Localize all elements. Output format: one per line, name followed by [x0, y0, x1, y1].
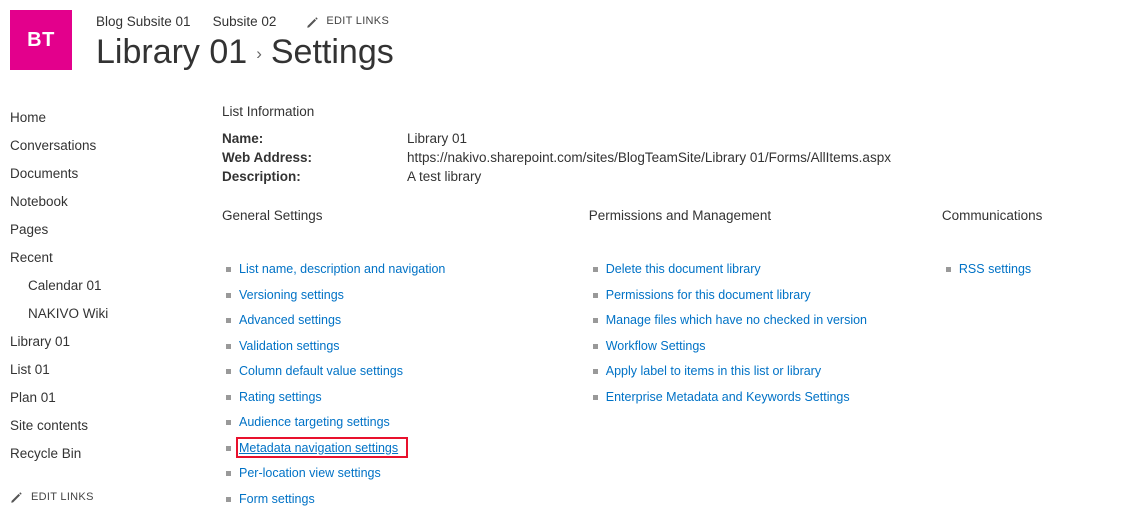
info-value-name: Library 01 [407, 131, 468, 146]
list-item [589, 338, 942, 355]
list-item [222, 491, 589, 508]
bullet-icon [593, 318, 598, 323]
info-label-description: Description: [222, 169, 301, 184]
list-item [589, 312, 942, 329]
bullet-icon [593, 293, 598, 298]
sidebar-item-plan-01[interactable]: Plan 01 [10, 390, 56, 405]
edit-links-bottom-label: EDIT LINKS [31, 490, 94, 503]
page-title-current: Settings [270, 33, 394, 71]
link-workflow-settings[interactable]: Workflow Settings [605, 338, 706, 353]
edit-links-top-label: EDIT LINKS [326, 15, 390, 27]
link-apply-label-to-items[interactable]: Apply label to items in this list or library [605, 364, 822, 378]
sidebar-item-notebook[interactable]: Notebook [10, 194, 68, 209]
left-navigation [0, 104, 200, 468]
info-label-name: Name: [222, 131, 264, 146]
info-value-web-address: https://nakivo.sharepoint.com/sites/BlogTeamSite/Library 01/Forms/AllItems.aspx [407, 150, 891, 165]
sidebar-item-home[interactable]: Home [10, 110, 47, 125]
sidebar-item-documents[interactable]: Documents [10, 166, 79, 181]
link-enterprise-metadata-and-keywords-settings[interactable]: Enterprise Metadata and Keywords Settings [605, 389, 850, 404]
page-title [96, 33, 394, 72]
top-nav-link-blog-subsite-01[interactable]: Blog Subsite 01 [96, 13, 191, 29]
link-delete-this-document-library[interactable]: Delete this document library [605, 262, 761, 276]
list-item [222, 261, 589, 278]
list-item [942, 261, 1123, 278]
permissions-management-links [589, 261, 942, 406]
pencil-icon [306, 16, 319, 29]
communications-links [942, 261, 1123, 278]
info-label-web-address: Web Address: [222, 150, 313, 165]
list-information-table [222, 129, 891, 186]
link-rss-settings[interactable]: RSS settings [958, 262, 1032, 276]
bullet-icon [593, 267, 598, 272]
list-information-heading: List Information [222, 104, 315, 119]
table-row [222, 129, 891, 148]
link-column-default-value-settings[interactable]: Column default value settings [239, 364, 403, 378]
bullet-icon [226, 446, 231, 451]
link-permissions-for-this-document-library[interactable]: Permissions for this document library [605, 287, 811, 302]
top-navigation [96, 10, 389, 32]
general-settings-title: General Settings [222, 208, 323, 223]
bullet-icon [226, 497, 231, 502]
link-validation-settings[interactable]: Validation settings [239, 338, 340, 353]
sidebar-item-conversations[interactable]: Conversations [10, 138, 97, 153]
bullet-icon [226, 471, 231, 476]
edit-links-bottom-button[interactable] [10, 490, 94, 503]
list-item [222, 338, 589, 355]
permissions-management-title: Permissions and Management [588, 208, 772, 223]
list-item [589, 363, 942, 380]
communications-column [942, 208, 1123, 508]
bullet-icon [946, 267, 951, 272]
link-audience-targeting-settings[interactable]: Audience targeting settings [239, 415, 390, 429]
page-title-parent[interactable]: Library 01 [96, 33, 248, 71]
bullet-icon [226, 267, 231, 272]
list-item [589, 261, 942, 278]
settings-columns [222, 208, 1123, 508]
site-logo[interactable] [10, 10, 72, 70]
link-versioning-settings[interactable]: Versioning settings [239, 287, 344, 302]
list-item [222, 414, 589, 431]
site-logo-text: BT [27, 28, 55, 51]
list-item [222, 363, 589, 380]
table-row [222, 167, 891, 186]
table-row [222, 148, 891, 167]
list-item [222, 389, 589, 406]
permissions-management-column [589, 208, 942, 508]
link-form-settings[interactable]: Form settings [239, 491, 315, 506]
list-item [222, 312, 589, 329]
bullet-icon [226, 344, 231, 349]
bullet-icon [226, 395, 231, 400]
link-per-location-view-settings[interactable]: Per-location view settings [239, 466, 381, 480]
bullet-icon [593, 395, 598, 400]
link-rating-settings[interactable]: Rating settings [239, 389, 322, 404]
sidebar-item-nakivo-wiki[interactable]: NAKIVO Wiki [28, 306, 109, 321]
breadcrumb-separator-icon: › [256, 44, 262, 63]
link-advanced-settings[interactable]: Advanced settings [239, 313, 342, 327]
list-item [222, 287, 589, 304]
top-nav-link-subsite-02[interactable]: Subsite 02 [212, 13, 277, 29]
pencil-icon [10, 491, 23, 504]
info-value-description: A test library [407, 169, 482, 184]
sidebar-item-list-01[interactable]: List 01 [10, 362, 50, 377]
sidebar-item-library-01[interactable]: Library 01 [10, 334, 71, 349]
general-settings-links [222, 261, 589, 508]
bullet-icon [226, 318, 231, 323]
bullet-icon [226, 293, 231, 298]
sidebar-item-site-contents[interactable]: Site contents [10, 418, 89, 433]
bullet-icon [226, 420, 231, 425]
settings-content [222, 104, 1123, 508]
list-item [589, 287, 942, 304]
bullet-icon [593, 344, 598, 349]
link-metadata-navigation-settings[interactable]: Metadata navigation settings [239, 440, 399, 455]
sidebar-item-calendar-01[interactable]: Calendar 01 [28, 278, 102, 293]
general-settings-column [222, 208, 589, 508]
link-list-name-description-and-navigation[interactable]: List name, description and navigation [239, 262, 446, 276]
link-manage-files-no-checked-in-version[interactable]: Manage files which have no checked in version [605, 313, 867, 327]
list-item [589, 389, 942, 406]
list-item [222, 465, 589, 482]
edit-links-top-button[interactable] [306, 15, 389, 28]
bullet-icon [593, 369, 598, 374]
sidebar-item-pages[interactable]: Pages [10, 222, 49, 237]
bullet-icon [226, 369, 231, 374]
communications-title: Communications [941, 208, 1043, 223]
sidebar-item-recent[interactable]: Recent [10, 250, 53, 265]
sidebar-item-recycle-bin[interactable]: Recycle Bin [10, 446, 82, 461]
list-item [222, 440, 589, 457]
